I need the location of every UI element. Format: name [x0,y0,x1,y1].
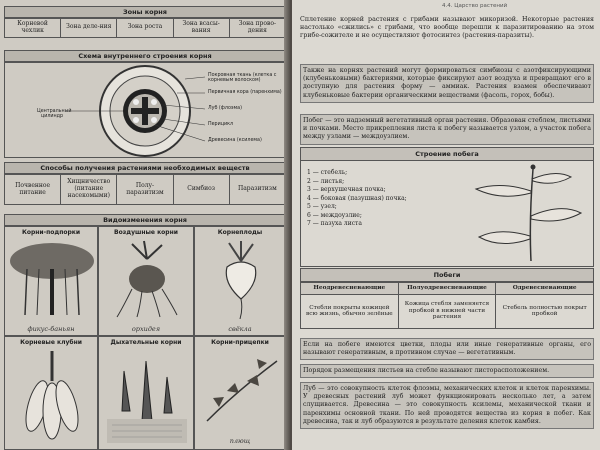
modification-card [194,226,286,336]
root-zones-cells [4,18,286,38]
modification-card [4,226,98,336]
modification-card [4,336,98,450]
shoot-structure-body [300,161,594,267]
scheme-label: Покровная ткань (клетка с корневым волоском) [208,73,277,83]
method-cell: Почвенное питание [5,175,61,205]
modification-caption: Корневые клубни [20,339,82,346]
shoots-header: Одревесневающие [496,283,594,295]
nutrition-methods-table [4,162,286,205]
right-page [292,0,600,450]
root-scheme-body [4,62,286,158]
root-zones-title: Зоны корня [4,6,286,18]
modification-card [194,336,286,450]
paragraph-mycorrhiza: Сплетение корней растения с грибами называют микоризой. Некоторые растения настолько «сжились» с грибами, что вообще перешли к паразитированию на этом грибе-сожителе и не осуществляют фотосинтез (растения-паразиты). [300,16,594,40]
shoot-part: 2 — листья; [307,177,345,185]
central-cylinder-label: Центральный цилиндр [37,109,72,119]
modification-example: плющ [229,437,251,445]
modification-caption: Корни-прицепки [211,339,269,346]
shoot-part: 1 — стебель; [307,169,348,176]
shoots-cell: Кожица стебля заменяется пробкой в нижней части растения [398,294,496,328]
shoots-cell: Стебли покрыты кожицей всю жизнь, обычно зелёные [301,294,399,328]
modification-caption: Воздушные корни [114,229,178,236]
zone-cell: Зона всасы-вания [173,19,229,38]
shoot-part: 5 — узел; [307,203,337,210]
method-cell: Симбиоз [173,175,229,205]
left-page [0,0,290,450]
beet-icon [197,239,285,319]
modification-caption: Корни-подпорки [21,229,81,236]
shoot-part: 4 — боковая (пазушная) почка; [307,194,407,202]
modification-example: свёкла [228,325,252,333]
ivy-icon [197,351,285,431]
method-cell: Паразитизм [229,175,285,205]
scheme-label: Перицикл [208,122,234,127]
shoots-cell: Стебель полностью покрыт пробкой [496,294,594,328]
shoot-structure [300,147,594,267]
root-modifications [4,214,286,226]
running-head: 4.4. Царство растений [442,3,508,9]
shoot-part: 6 — междоузлие; [307,211,362,219]
scheme-label: Первичная кора (паренхима) [208,90,282,95]
shoots-table [300,268,594,329]
scheme-label: Древесина (ксилема) [208,138,262,143]
dahlia-tubers-icon [7,351,97,447]
shoot-part: 3 — верхушечная почка; [307,186,386,193]
modification-card [98,336,194,450]
method-cell: Хищничество (питание насекомыми) [61,175,117,205]
paragraph-generative-shoots: Если на побеге имеются цветки, плоды или иные генеративные органы, его называют генеративным, в противном случае — вегетативным. [300,338,594,360]
zone-cell: Зона прово-дения [229,19,285,38]
shoots-table-grid [300,282,594,329]
method-cell: Полу-паразитизм [117,175,173,205]
shoot-parts-list [307,169,427,229]
shoot-part: 7 — пазуха листа [307,220,362,227]
modification-caption: Дыхательные корни [110,339,182,346]
nutrition-methods-title: Способы получения растениями необходимых веществ [4,162,286,174]
scheme-label: Луб (флоэма) [208,106,242,111]
paragraph-phloem-xylem: Луб — это совокупность клеток флоэмы, механических клеток и клеток паренхимы. У древесных растений луб может функционировать несколько лет, а затем слущивается. Древесина — это совокупность ксилемы, механической ткани и паренхимы основной ткани. По ней проводятся вещества из корня в побег. Как древесина, так и луб образуются в результате деления клеток камбия. [300,382,594,429]
paragraph-nodule-bacteria: Также на корнях растений могут формироваться симбиозы с азотфиксирующими (клубеньковыми) бактериями, которые фиксируют азот воздуха и превращают его в доступную для растения форму — аммиак. Растения взамен обеспечивают клубеньковые бактерии органическими веществами (фасоль, горох, бобы). [300,64,594,103]
orchid-icon [102,239,192,319]
shoot-diagram-icon [441,161,591,265]
cypress-knees-icon [102,351,192,447]
root-modifications-title: Видоизменения корня [4,214,286,226]
modification-card [98,226,194,336]
shoot-structure-title: Строение побега [300,147,594,161]
zone-cell: Зона деле-ния [61,19,117,38]
shoots-header: Неодревесневающие [301,283,399,295]
modification-example: фикус-баньян [27,325,75,333]
root-scheme-title: Схема внутреннего строения корня [4,50,286,62]
paragraph-shoot-definition: Побег — это надземный вегетативный орган растения. Образован стеблем, листьями и почками. Место прикрепления листа к побегу называется узлом, а участок побега между узлами — междоузлием. [300,114,594,145]
modification-caption: Корнеплоды [217,229,263,236]
zone-cell: Зона роста [117,19,173,38]
shoots-header: Полуодревесневающие [398,283,496,295]
nutrition-methods-cells [4,174,286,205]
root-zones-table [4,6,286,38]
paragraph-phyllotaxis: Порядок размещения листьев на стебле называют листорасположением. [300,364,594,378]
banyan-tree-icon [7,239,97,319]
zone-cell: Корневой чехлик [5,19,61,38]
modification-example: орхидея [131,325,161,333]
shoots-table-title: Побеги [300,268,594,282]
root-scheme [4,50,286,158]
